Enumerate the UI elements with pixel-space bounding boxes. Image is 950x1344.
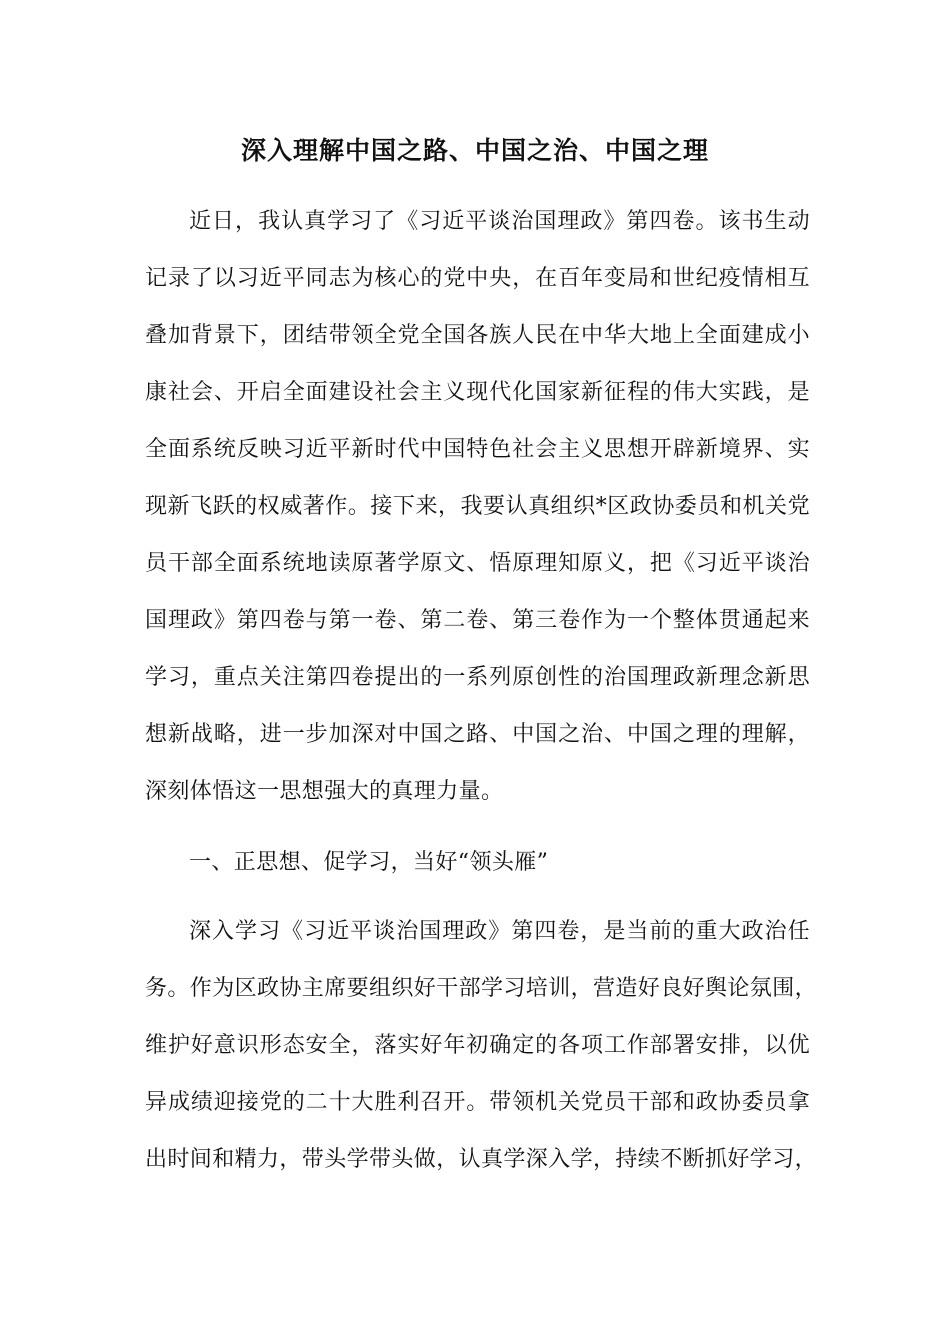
- paragraph-line: 现新飞跃的权威著作。接下来，我要认真组织*区政协委员和机关党: [145, 494, 810, 519]
- paragraph-line: 记录了以习近平同志为核心的党中央，在百年变局和世纪疫情相互: [145, 266, 810, 291]
- paragraph-line: 想新战略，进一步加深对中国之路、中国之治、中国之理的理解，: [145, 722, 810, 747]
- paragraph-line: 全面系统反映习近平新时代中国特色社会主义思想开辟新境界、实: [145, 437, 810, 462]
- paragraph-line: 国理政》第四卷与第一卷、第二卷、第三卷作为一个整体贯通起来: [145, 608, 810, 633]
- paragraph-line: 深刻体悟这一思想强大的真理力量。: [145, 779, 504, 804]
- paragraph-line: 出时间和精力，带头学带头做，认真学深入学，持续不断抓好学习，: [145, 1147, 818, 1172]
- paragraph-line: 员干部全面系统地读原著学原文、悟原理知原义，把《习近平谈治: [145, 551, 810, 576]
- paragraph-line: 近日，我认真学习了《习近平谈治国理政》第四卷。该书生动: [189, 209, 810, 234]
- paragraph-line: 学习，重点关注第四卷提出的一系列原创性的治国理政新理念新思: [145, 665, 810, 690]
- section-heading: 一、正思想、促学习，当好“领头雁”: [189, 850, 549, 875]
- paragraph-line: 深入学习《习近平谈治国理政》第四卷，是当前的重大政治任: [189, 919, 810, 944]
- paragraph-line: 叠加背景下，团结带领全党全国各族人民在中华大地上全面建成小: [145, 323, 810, 348]
- paragraph-line: 务。作为区政协主席要组织好干部学习培训，营造好良好舆论氛围，: [145, 976, 818, 1001]
- paragraph-line: 异成绩迎接党的二十大胜利召开。带领机关党员干部和政协委员拿: [145, 1090, 810, 1115]
- paragraph-line: 维护好意识形态安全，落实好年初确定的各项工作部署安排，以优: [145, 1033, 810, 1058]
- document-title: 深入理解中国之路、中国之治、中国之理: [240, 136, 709, 165]
- paragraph-line: 康社会、开启全面建设社会主义现代化国家新征程的伟大实践，是: [145, 380, 810, 405]
